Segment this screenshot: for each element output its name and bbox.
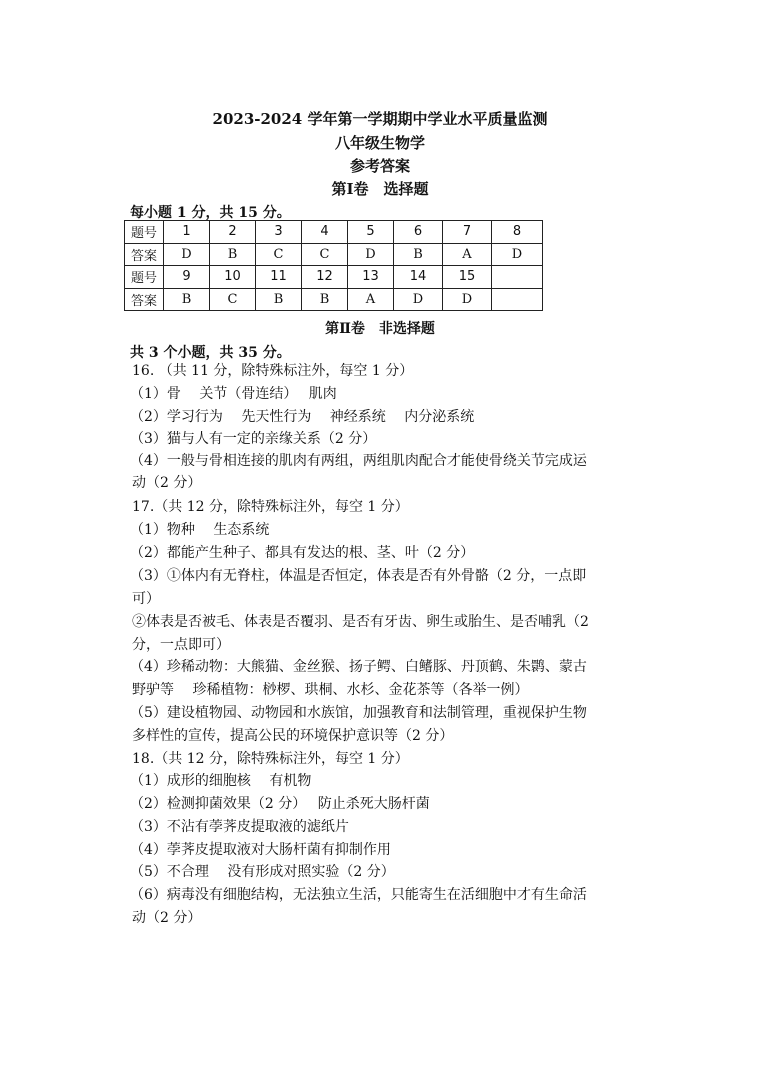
subject-title: 八年级生物学 [334,134,425,152]
answer-line: 多样性的宣传，提高公民的环境保护意识等（2 分） [132,728,454,744]
table-cell: 7 [443,221,492,244]
table-cell: A [348,288,394,311]
q16-heading: 16. （共 11 分，除特殊标注外，每空 1 分） [132,363,414,379]
part2-title: 第Ⅱ卷 非选择题 [325,321,435,337]
table-cell: B [256,288,302,311]
table-cell: D [492,243,543,266]
table-cell: 13 [348,266,394,289]
answer-line: （2）学习行为 先天性行为 神经系统 内分泌系统 [130,409,475,425]
table-cell: 11 [256,266,302,289]
table-cell: 10 [210,266,256,289]
answer-line: （3）①体内有无脊柱，体温是否恒定，体表是否有外骨骼（2 分，一点即 [130,568,587,584]
table-cell: 15 [443,266,492,289]
answer-line: （6）病毒没有细胞结构，无法独立生活，只能寄生在活细胞中才有生命活 [130,887,587,903]
answer-line: （5）建设植物园、动物园和水族馆，加强教育和法制管理，重视保护生物 [130,705,587,721]
table-cell: A [443,243,492,266]
table-cell: B [394,243,443,266]
table-cell: 8 [492,221,543,244]
answer-line: （4）一般与骨相连接的肌肉有两组，两组肌肉配合才能使骨绕关节完成运 [130,453,587,469]
table-cell: B [210,243,256,266]
part1-note: 每小题 1 分，共 15 分。 [130,205,291,221]
table-row [125,221,543,244]
answer-line: （3）猫与人有一定的亲缘关系（2 分） [130,431,377,447]
answer-line: （3）不沾有荸荠皮提取液的滤纸片 [130,819,349,835]
row-label: 答案 [125,243,164,266]
table-cell: 5 [348,221,394,244]
row-label: 题号 [125,221,164,244]
part2-note: 共 3 个小题，共 35 分。 [130,345,291,361]
answer-line: 分，一点即可） [132,637,230,653]
table-cell: 12 [302,266,348,289]
table-cell: 6 [394,221,443,244]
table-cell: C [210,288,256,311]
table-cell: 2 [210,221,256,244]
table-cell: D [164,243,210,266]
q18-heading: 18.（共 12 分，除特殊标注外，每空 1 分） [132,751,409,767]
table-cell: D [348,243,394,266]
answer-line: （4）珍稀动物：大熊猫、金丝猴、扬子鳄、白鳍豚、丹顶鹤、朱鹮、蒙古 [130,659,587,675]
table-cell: 4 [302,221,348,244]
doc-type-title: 参考答案 [349,157,410,175]
answer-line: （4）荸荠皮提取液对大肠杆菌有抑制作用 [130,842,391,858]
table-row [125,266,543,289]
row-label: 答案 [125,288,164,311]
answer-line: （2）检测抑菌效果（2 分） 防止杀死大肠杆菌 [130,796,430,812]
answer-line: ②体表是否被毛、体表是否覆羽、是否有牙齿、卵生或胎生、是否哺乳（2 [132,614,589,630]
table-row [125,288,543,311]
answer-line: （1）物种 生态系统 [130,522,270,538]
part1-title: 第Ⅰ卷 选择题 [331,180,429,198]
answer-line: 野驴等 珍稀植物：桫椤、珙桐、水杉、金花茶等（各举一例） [132,682,529,698]
answer-line: 动（2 分） [132,910,202,926]
table-cell [492,288,543,311]
table-cell: 14 [394,266,443,289]
table-cell: D [443,288,492,311]
answer-line: （2）都能产生种子、都具有发达的根、茎、叶（2 分） [130,545,475,561]
q17-heading: 17.（共 12 分，除特殊标注外，每空 1 分） [132,499,409,515]
row-label: 题号 [125,266,164,289]
table-cell: B [164,288,210,311]
table-cell [492,266,543,289]
table-cell: D [394,288,443,311]
table-cell: 1 [164,221,210,244]
table-row [125,243,543,266]
document-title: 2023-2024 学年第一学期期中学业水平质量监测 [212,110,548,128]
answer-line: 可） [132,591,160,607]
answer-table [124,220,543,311]
table-cell: 9 [164,266,210,289]
table-cell: B [302,288,348,311]
table-cell: C [302,243,348,266]
answer-line: （1）骨 关节（骨连结） 肌肉 [130,386,337,402]
answer-line: （1）成形的细胞核 有机物 [130,773,312,789]
table-cell: C [256,243,302,266]
table-cell: 3 [256,221,302,244]
answer-line: （5）不合理 没有形成对照实验（2 分） [130,864,395,880]
answer-line: 动（2 分） [132,475,202,491]
